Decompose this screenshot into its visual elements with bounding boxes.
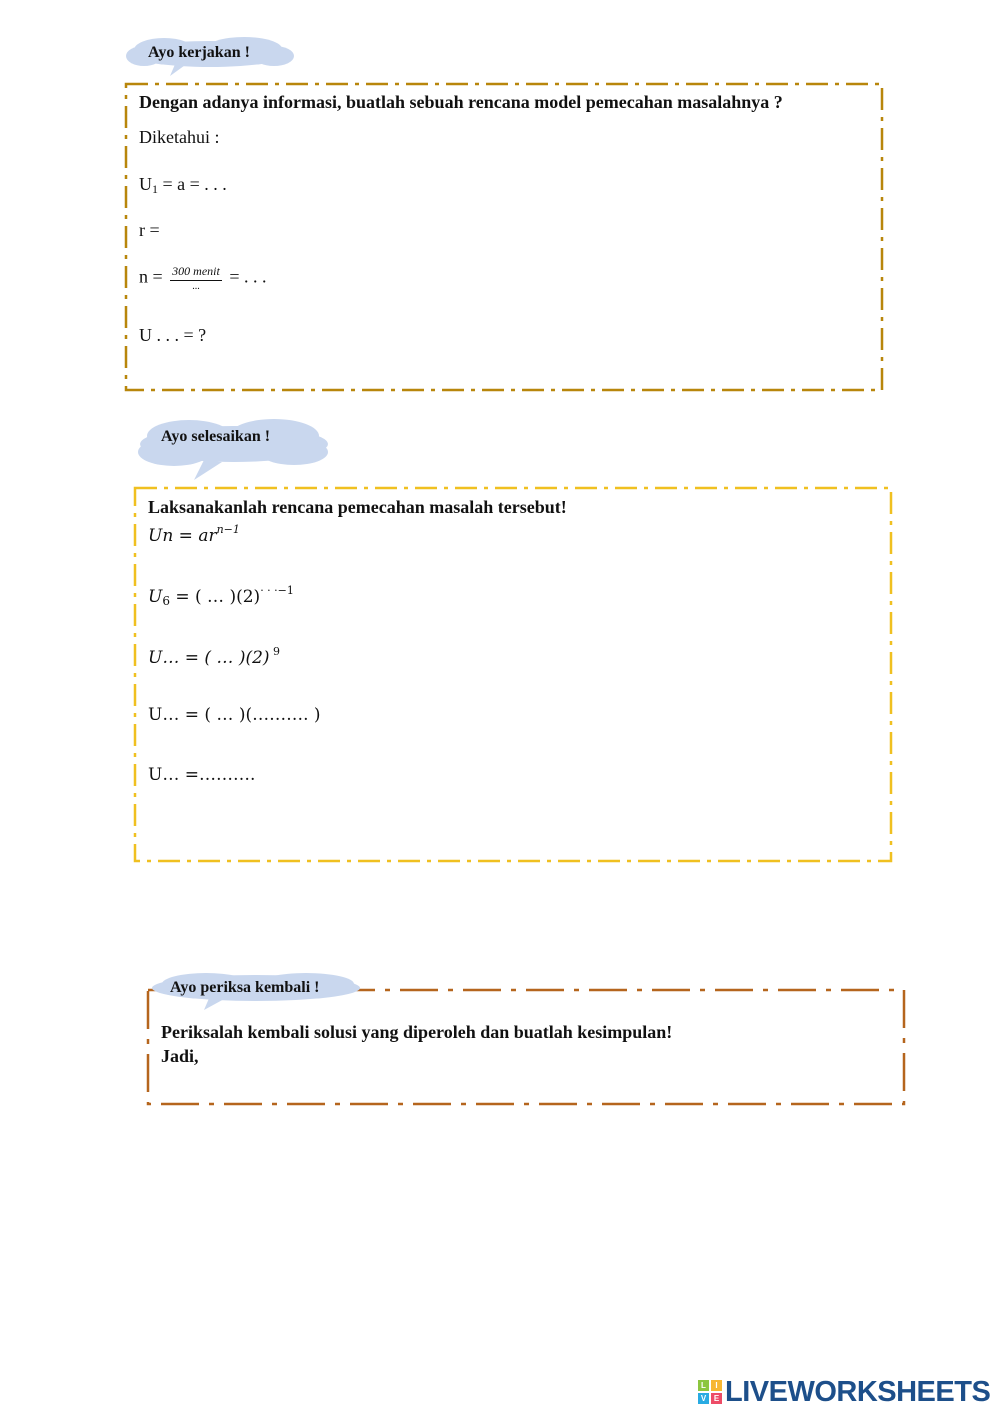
n-frac-num: 300 menit xyxy=(170,264,222,281)
section-title: Ayo kerjakan ! xyxy=(148,44,250,61)
step2-exp: 9 xyxy=(269,645,281,658)
r-line: r = xyxy=(139,220,160,240)
section-title: Ayo periksa kembali ! xyxy=(170,979,320,996)
plan-instruction: Dengan adanya informasi, buatlah sebuah rencana model pemecahan masalahnya ? xyxy=(139,92,783,112)
logo-text: LIVEWORKSHEETS xyxy=(725,1375,991,1408)
cloud-ayo-periksa xyxy=(146,970,366,1012)
conclusion-label: Jadi, xyxy=(161,1046,199,1066)
plan-box-border xyxy=(124,82,884,392)
logo-mark-icon: L I V E xyxy=(698,1380,722,1404)
n-suffix: = . . . xyxy=(224,266,267,287)
step1-sub: 6 xyxy=(162,594,170,608)
u1-sub: 1 xyxy=(152,182,158,196)
plan-box xyxy=(124,82,884,392)
n-prefix: n = xyxy=(139,266,168,287)
known-label: Diketahui : xyxy=(139,127,220,147)
liveworksheets-logo xyxy=(698,1377,990,1407)
step1-lhs: U xyxy=(148,587,163,607)
formula-line xyxy=(148,523,240,546)
n-line xyxy=(139,264,266,293)
cloud-ayo-selesaikan xyxy=(134,416,334,486)
check-instruction: Periksalah kembali solusi yang diperoleh dan buatlah kesimpulan! xyxy=(161,1022,673,1042)
step1-exp: · · ·−1 xyxy=(260,584,294,597)
solve-box xyxy=(133,486,893,863)
step1-rhs: = ( … )(2) xyxy=(169,587,261,607)
formula-lhs: Un = ar xyxy=(148,526,217,546)
u1-rest: = a = . . . xyxy=(158,174,227,194)
step3-line: U… = ( … )(………. ) xyxy=(148,705,321,725)
n-frac-den: ... xyxy=(192,281,200,292)
step2-line xyxy=(148,645,280,668)
solve-box-border xyxy=(133,486,893,863)
step4-line: U… =………. xyxy=(148,765,256,785)
u1-line xyxy=(139,174,227,197)
formula-exp: n−1 xyxy=(216,523,240,536)
u1-prefix: U xyxy=(139,174,152,194)
step2-rhs: U… = ( … )(2) xyxy=(148,648,270,668)
solve-instruction: Laksanakanlah rencana pemecahan masalah tersebut! xyxy=(148,497,567,517)
cloud-ayo-kerjakan xyxy=(124,34,296,80)
section-title: Ayo selesaikan ! xyxy=(161,428,271,445)
u-target-line: U . . . = ? xyxy=(139,325,207,345)
n-fraction xyxy=(170,264,222,293)
step1-line xyxy=(148,584,294,608)
